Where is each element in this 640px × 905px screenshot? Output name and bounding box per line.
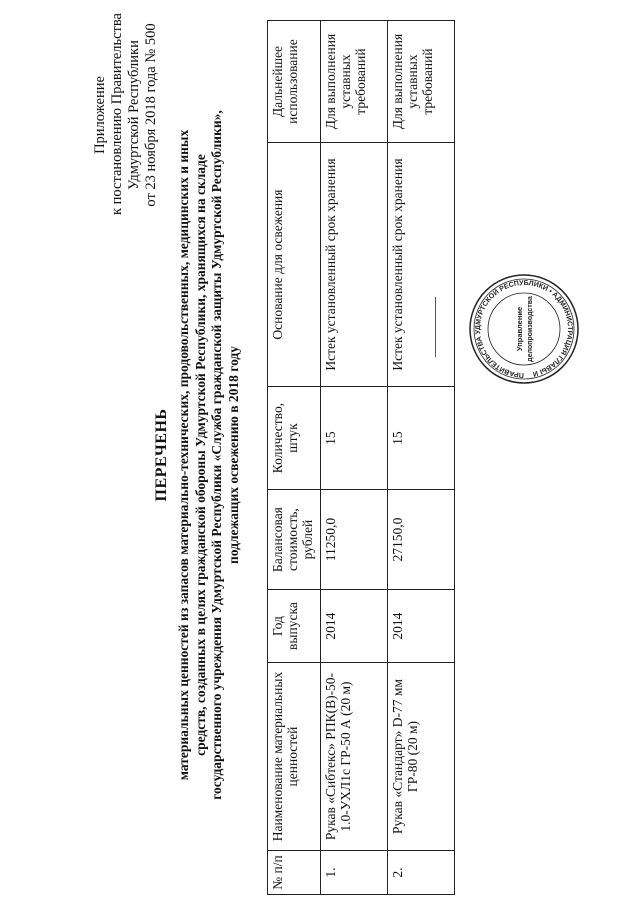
cell-name: Рукав «Стандарт» D-77 мм ГР-80 (20 м) [388,663,455,851]
appendix-line: Удмуртской Республики [126,40,142,190]
header-cell-year: Год выпуска [268,590,321,663]
appendix-line: от 23 ноября 2018 года № 500 [143,23,159,207]
cell-usage: Для выполнения уставных требований [388,21,455,143]
cell-reason: Истек установленный срок хранения [321,143,388,387]
appendix-line: к постановлению Правительства [109,13,125,215]
cell-quantity: 15 [321,387,388,490]
table-row [321,21,388,895]
title-heading: ПЕРЕЧЕНЬ [153,408,170,502]
cell-number: 2. [388,851,455,895]
stamp-ring-text: ПРАВИТЕЛЬСТВА УДМУРТСКОЙ РЕСПУБЛИКИ • АДМИНИСТРАЦИЯ ГЛАВЫ И [474,279,574,379]
header-cell-quantity: Количество, штук [268,387,321,490]
signature-line [435,297,436,357]
appendix-note [92,15,160,215]
cell-reason: Истек установленный срок хранения [388,143,455,387]
cell-cost: 27150,0 [388,490,455,590]
cell-year: 2014 [388,590,455,663]
stamp-line: Управление [515,306,524,352]
header-cell-name: Наименование материальных ценностей [268,663,321,851]
header-cell-usage: Дальнейшее использование [268,21,321,143]
header-cell-reason: Основание для освежения [268,143,321,387]
table-row [388,21,455,895]
cell-number: 1. [321,851,388,895]
title-description [176,35,242,875]
cell-quantity: 15 [388,387,455,490]
stamp-line: делопроизводства [527,296,534,362]
official-stamp-seal [468,273,580,385]
title-line: средств, созданных в целях гражданской обороны Удмуртской Республики, хранящихся на складе [192,154,208,756]
header-cell-cost: Балансовая стоимость, рублей [268,490,321,590]
materials-table [267,20,455,895]
appendix-line: Приложение [92,76,108,154]
title-line: материальных ценностей из запасов материально-технических, продовольственных, медицинских и иных [176,129,191,781]
table-header-row [268,21,321,895]
document-title [152,35,242,875]
title-line: государственного учреждения Удмуртской Республики «Служба гражданской защиты Удмуртской Республики», [209,110,224,800]
cell-usage: Для выполнения уставных требований [321,21,388,143]
title-line: подлежащих освежению в 2018 году [225,345,241,565]
cell-name: Рукав «Сибтекс» РПК(В)-50-1.0-УХЛ1с ГР-50 А (20 м) [321,663,388,851]
cell-year: 2014 [321,590,388,663]
header-cell-number: № п/п [268,851,321,895]
cell-cost: 11250,0 [321,490,388,590]
